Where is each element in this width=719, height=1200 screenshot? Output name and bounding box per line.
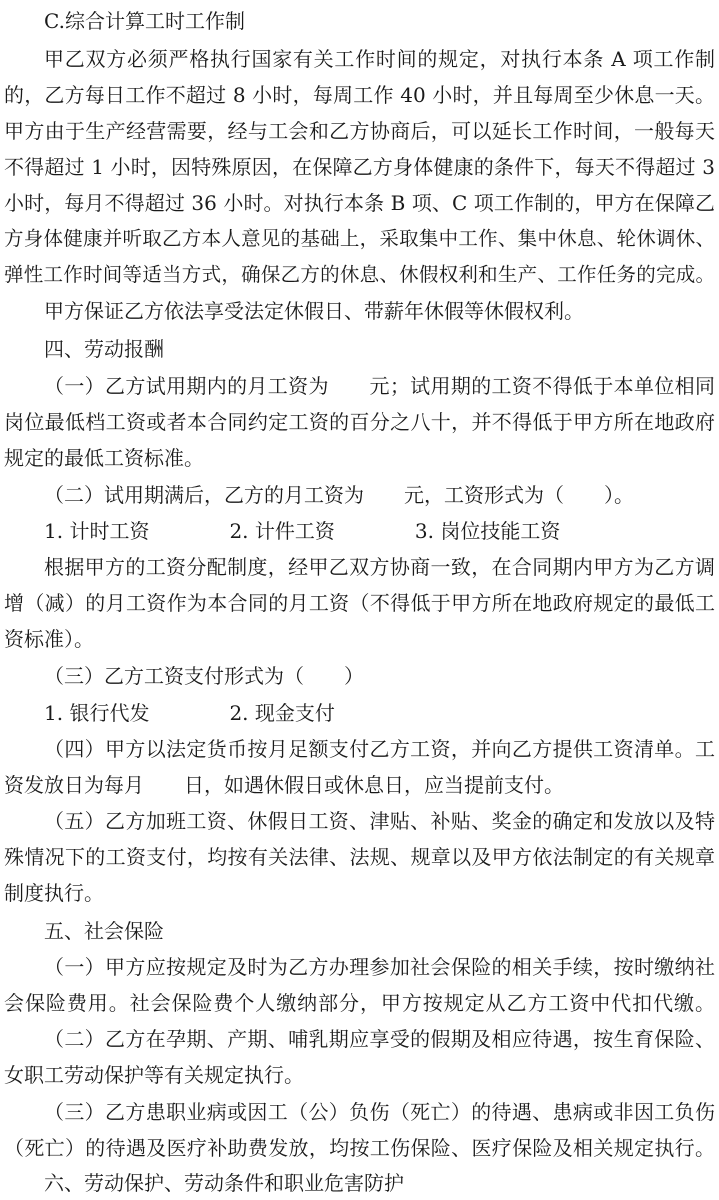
text-line: （三）乙方患职业病或因工（公）负伤（死亡）的待遇、患病或非因工负伤 xyxy=(44,1100,715,1124)
text-line: 1. 计时工资 2. 计件工资 3. 岗位技能工资 xyxy=(44,519,561,543)
text-line: 1. 银行代发 2. 现金支付 xyxy=(44,701,335,725)
section-heading: 六、劳动保护、劳动条件和职业危害防护 xyxy=(44,1171,404,1195)
section-heading: 五、社会保险 xyxy=(44,919,164,943)
text-line: 会保险费用。社会保险费个人缴纳部分，甲方按规定从乙方工资中代扣代缴。 xyxy=(4,991,715,1015)
text-line: C.综合计算工时工作制 xyxy=(44,9,245,33)
text-line: （四）甲方以法定货币按月足额支付乙方工资，并向乙方提供工资清单。工 xyxy=(44,737,715,761)
text-line: （二）试用期满后，乙方的月工资为 元，工资形式为（ ）。 xyxy=(44,483,634,507)
text-line: 规定的最低工资标准。 xyxy=(4,446,204,470)
text-line: 甲方由于生产经营需要，经与工会和乙方协商后，可以延长工作时间，一般每天 xyxy=(4,119,715,143)
text-line: 资发放日为每月 日，如遇休假日或休息日，应当提前支付。 xyxy=(4,773,564,797)
text-line: （死亡）的待遇及医疗补助费发放，均按工伤保险、医疗保险及相关规定执行。 xyxy=(4,1136,715,1160)
text-line: 方身体健康并听取乙方本人意见的基础上，采取集中工作、集中休息、轮休调休、 xyxy=(4,227,715,250)
text-line: 增（减）的月工资作为本合同的月工资（不得低于甲方所在地政府规定的最低工 xyxy=(4,591,715,615)
text-line: 不得超过 1 小时，因特殊原因，在保障乙方身体健康的条件下，每天不得超过 3 xyxy=(4,155,715,179)
text-line: 岗位最低档工资或者本合同约定工资的百分之八十，并不得低于甲方所在地政府 xyxy=(4,410,715,434)
text-line: 制度执行。 xyxy=(4,881,104,905)
text-line: 殊情况下的工资支付，均按有关法律、法规、规章以及甲方依法制定的有关规章 xyxy=(4,845,715,869)
text-line: 根据甲方的工资分配制度，经甲乙双方协商一致，在合同期内甲方为乙方调 xyxy=(44,555,715,579)
text-line: 甲乙双方必须严格执行国家有关工作时间的规定，对执行本条 A 项工作制 xyxy=(44,47,715,71)
text-line: 甲方保证乙方依法享受法定休假日、带薪年休假等休假权利。 xyxy=(44,299,584,323)
text-line: （二）乙方在孕期、产期、哺乳期应享受的假期及相应待遇，按生育保险、 xyxy=(44,1027,715,1051)
text-line: 小时，每月不得超过 36 小时。对执行本条 B 项、C 项工作制的，甲方在保障乙 xyxy=(4,191,715,215)
text-line: （一）乙方试用期内的月工资为 元；试用期的工资不得低于本单位相同 xyxy=(44,374,715,398)
text-line: 资标准）。 xyxy=(4,627,94,651)
text-line: 女职工劳动保护等有关规定执行。 xyxy=(4,1063,304,1087)
text-line: （五）乙方加班工资、休假日工资、津贴、补贴、奖金的确定和发放以及特 xyxy=(44,809,715,833)
text-line: （三）乙方工资支付形式为（ ） xyxy=(44,664,364,688)
section-heading: 四、劳动报酬 xyxy=(44,337,164,361)
text-line: 弹性工作时间等适当方式，确保乙方的休息、休假权利和生产、工作任务的完成。 xyxy=(4,263,715,286)
text-line: 的，乙方每日工作不超过 8 小时，每周工作 40 小时，并且每周至少休息一天。 xyxy=(4,83,715,107)
text-line: （一）甲方应按规定及时为乙方办理参加社会保险的相关手续，按时缴纳社 xyxy=(44,955,715,979)
